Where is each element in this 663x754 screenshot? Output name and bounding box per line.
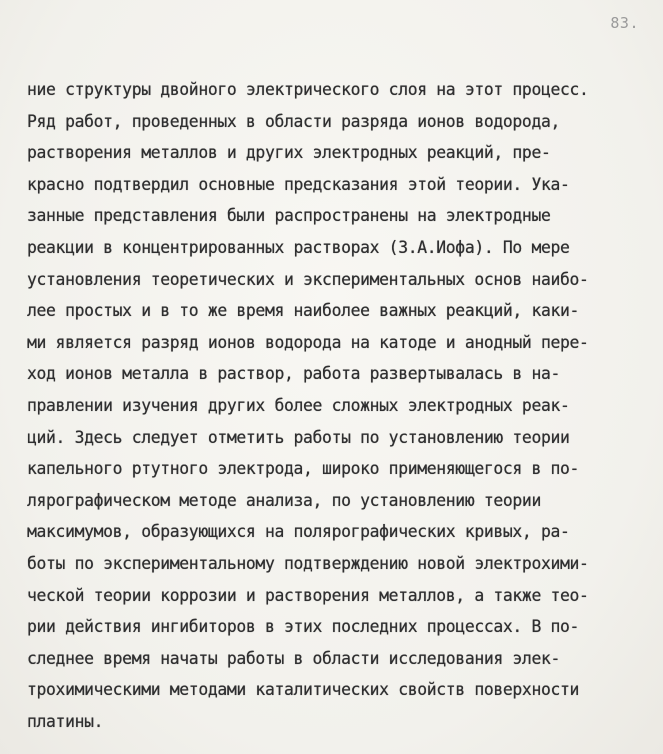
text-line: ческой теории коррозии и растворения металлов, а также тео- <box>27 585 589 605</box>
text-line: лярографическом методе анализа, по установлению теории <box>27 490 541 510</box>
text-line: правлении изучения других более сложных электродных реак- <box>27 395 570 415</box>
text-line: ций. Здесь следует отметить работы по установлению теории <box>27 427 570 447</box>
body-text <box>27 74 637 737</box>
text-line: установления теоретических и экспериментальных основ наибо- <box>27 269 589 289</box>
text-line: следнее время начаты работы в области исследования элек- <box>27 648 561 668</box>
text-line: ми является разряд ионов водорода на катоде и анодный пере- <box>27 332 589 352</box>
page-number: 83. <box>610 14 639 32</box>
text-line: трохимическими методами каталитических свойств поверхности <box>27 680 580 700</box>
text-line: растворения металлов и других электродных реакций, пре- <box>27 143 551 163</box>
text-line: реакции в концентрированных растворах (З.А.Иофа). По мере <box>27 237 570 257</box>
text-line: ние структуры двойного электрического слоя на этот процесс. <box>27 80 589 99</box>
text-line: занные представления были распространены на электродные <box>27 206 551 226</box>
text-line: боты по экспериментальному подтверждению новой электрохими- <box>27 553 589 573</box>
text-line: ход ионов металла в раствор, работа развертывалась в на- <box>27 364 561 384</box>
text-line: Ряд работ, проведенных в области разряда ионов водорода, <box>27 111 561 131</box>
text-line: лее простых и в то же время наиболее важных реакций, каки- <box>27 301 580 321</box>
text-line: максимумов, образующихся на полярографических кривых, ра- <box>27 522 570 542</box>
text-line: капельного ртутного электрода, широко применяющегося в по- <box>27 459 580 479</box>
text-line: красно подтвердил основные предсказания этой теории. Ука- <box>27 174 570 194</box>
text-line: платины. <box>27 711 104 731</box>
text-line: рии действия ингибиторов в этих последних процессах. В по- <box>27 617 580 637</box>
